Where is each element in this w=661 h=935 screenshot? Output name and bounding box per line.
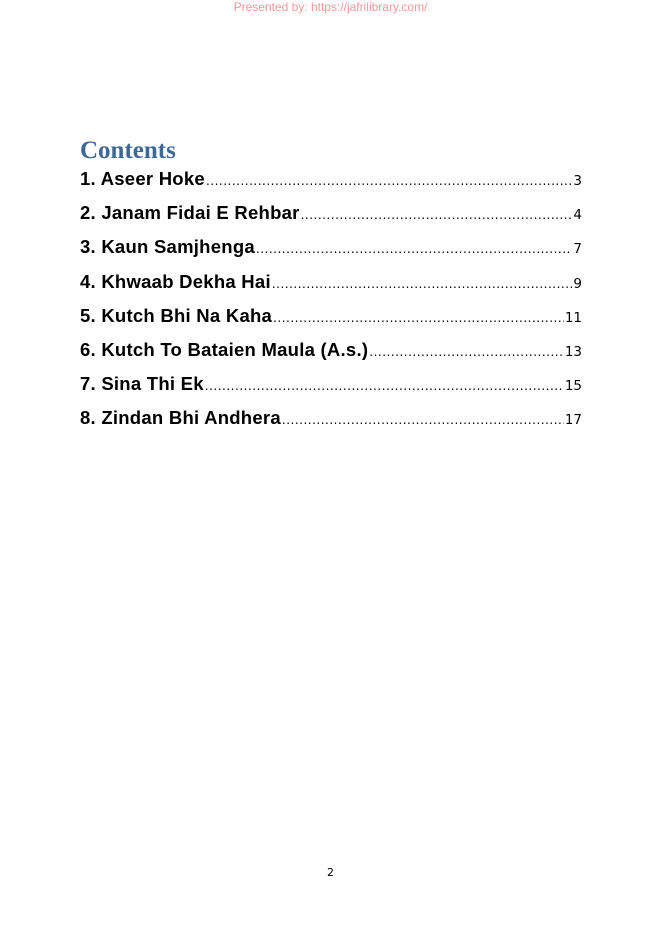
toc-dot-leader: [205, 379, 564, 393]
toc-dot-leader: [256, 242, 573, 256]
toc-entry-title: 6. Kutch To Bataien Maula (A.s.): [80, 338, 369, 360]
toc-entry-aseer-hoke[interactable]: [80, 168, 582, 202]
toc-entry-page: 4: [573, 207, 582, 224]
toc-dot-leader: [272, 277, 573, 291]
toc-entry-page: 9: [573, 275, 582, 292]
toc-dot-leader: [369, 345, 564, 359]
toc-entry-title: 5. Kutch Bhi Na Kaha: [80, 304, 273, 326]
presented-by-link[interactable]: Presented by: https://jafrilibrary.com/: [233, 0, 428, 14]
contents-heading: Contents: [80, 137, 176, 164]
toc-entry-janam-fidai-e-rehbar[interactable]: [80, 202, 582, 236]
toc-entry-title: 4. Khwaab Dekha Hai: [80, 270, 271, 292]
toc-entry-page: 11: [564, 309, 582, 326]
toc-entry-page: 15: [564, 378, 582, 395]
toc-entry-sina-thi-ek[interactable]: [80, 373, 582, 407]
toc-entry-title: 7. Sina Thi Ek: [80, 373, 204, 395]
toc-entry-title: 1. Aseer Hoke: [80, 168, 205, 189]
toc-entry-page: 13: [564, 343, 582, 360]
toc-dot-leader: [282, 413, 564, 427]
toc-entry-kutch-bhi-na-kaha[interactable]: [80, 305, 582, 339]
toc-entry-page: 3: [573, 173, 582, 189]
toc-entry-page: 17: [564, 412, 582, 429]
toc-entry-title: 2. Janam Fidai E Rehbar: [80, 202, 300, 224]
toc-entry-page: 7: [573, 241, 582, 258]
page-number: 2: [327, 866, 334, 879]
toc-dot-leader: [273, 311, 564, 325]
table-of-contents: [80, 136, 582, 442]
toc-entry-kutch-to-bataien-maula[interactable]: [80, 339, 582, 373]
toc-entry-kaun-samjhenga[interactable]: [80, 236, 582, 270]
toc-list: [80, 168, 582, 442]
toc-entry-title: 8. Zindan Bhi Andhera: [80, 407, 281, 429]
toc-dot-leader: [301, 208, 573, 222]
toc-entry-khwaab-dekha-hai[interactable]: [80, 271, 582, 305]
toc-entry-title: 3. Kaun Samjhenga: [80, 236, 255, 258]
toc-entry-zindan-bhi-andhera[interactable]: [80, 407, 582, 441]
toc-dot-leader: [206, 174, 572, 188]
